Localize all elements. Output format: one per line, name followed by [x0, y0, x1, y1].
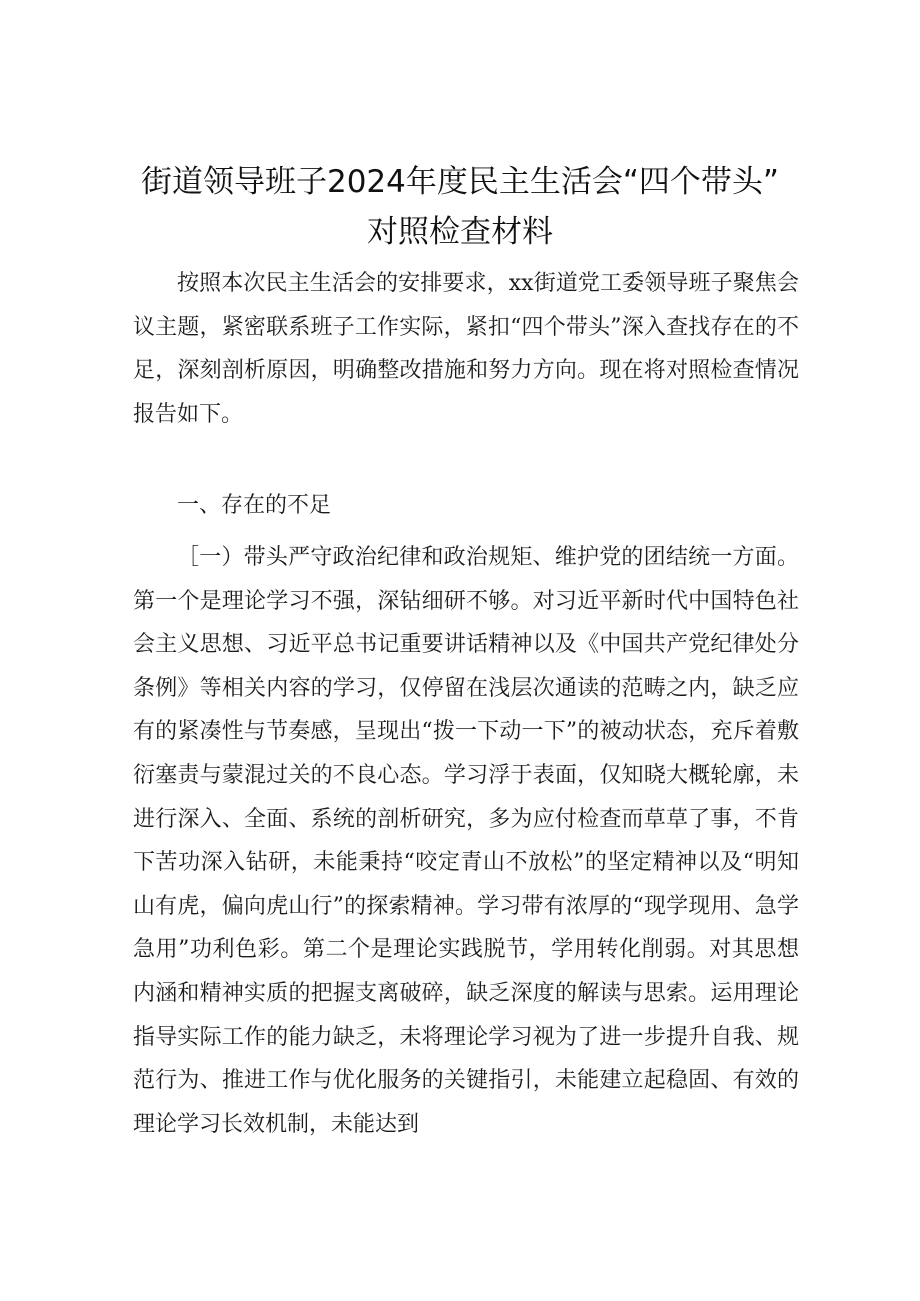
document-title-line-2: 对照检查材料	[367, 214, 553, 250]
section-heading: 一、存在的不足	[177, 493, 332, 518]
section-paragraph: ［一）带头严守政治纪律和政治规矩、维护党的团结统一方面。第一个是理论学习不强，深钻细研不够。对习近平新时代中国特色社会主义思想、习近平总书记重要讲话精神以及《中国共产党纪律处分条例》等相关内容的学习，仅停留在浅层次通读的范畴之内，缺乏应有的紧凑性与节奏感，呈现出“拨一下动一下”的被动状态，充斥着敷衍塞责与蒙混过关的不良心态。学习浮于表面，仅知晓大概轮廓，未进行深入、全面、系统的剖析研究，多为应付检查而草草了事，不肯下苦功深入钻研，未能秉持“咬定青山不放松”的坚定精神以及“明知山有虎，偏向虎山行”的探索精神。学习带有浓厚的“现学现用、急学急用”功利色彩。第二个是理论实践脱节，学用转化削弱。对其思想内涵和精神实质的把握支离破碎，缺乏深度的解读与思索。运用理论指导实际工作的能力缺乏，未将理论学习视为了进一步提升自我、规范行为、推进工作与优化服务的关键指引，未能建立起稳固、有效的理论学习长效机制，未能达到	[133, 545, 799, 1137]
intro-paragraph: 按照本次民主生活会的安排要求，xx街道党工委领导班子聚焦会议主题，紧密联系班子工作实际，紧扣“四个带头”深入查找存在的不足，深刻剖析原因，明确整改措施和努力方向。现在将对照检查情况报告如下。	[133, 271, 799, 427]
document-title-line-1: 街道领导班子2024年度民主生活会“四个带头”	[140, 164, 779, 200]
